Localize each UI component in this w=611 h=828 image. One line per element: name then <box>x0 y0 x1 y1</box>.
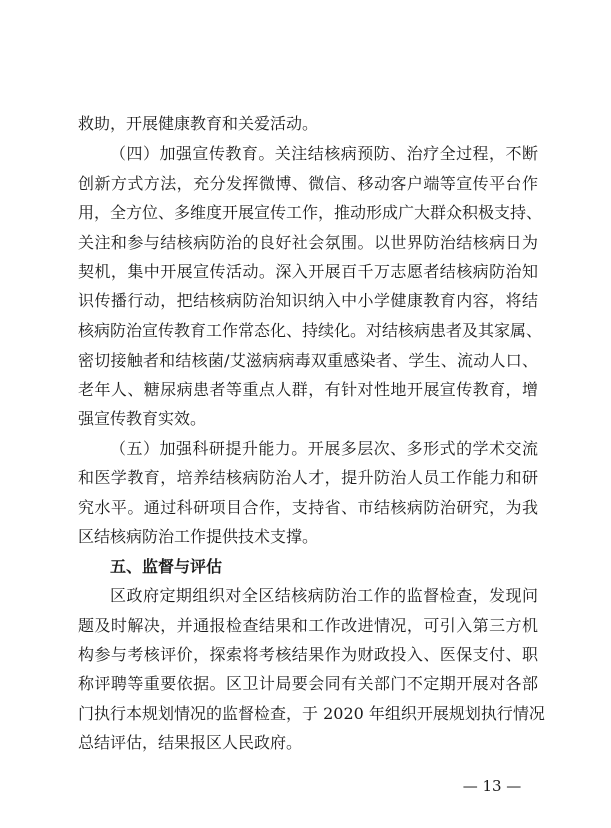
text-line: 门执行本规划情况的监督检查，于 2020 年组织开展规划执行情况 <box>78 704 545 723</box>
text-line: 契机，集中开展宣传活动。深入开展百千万志愿者结核病防治知 <box>78 262 538 281</box>
text-line: 称评聘等重要依据。区卫计局要会同有关部门不定期开展对各部 <box>78 674 538 693</box>
text-line: 强宣传教育实效。 <box>78 409 207 428</box>
text-line: 总结评估，结果报区人民政府。 <box>78 733 303 752</box>
text-line: 区政府定期组织对全区结核病防治工作的监督检查，发现问 <box>110 586 538 605</box>
text-line: 关注和参与结核病防治的良好社会氛围。以世界防治结核病日为 <box>78 233 538 252</box>
text-line: 区结核病防治工作提供技术支撑。 <box>78 527 319 546</box>
text-line: （五）加强科研提升能力。开展多层次、多形式的学术交流 <box>110 439 538 458</box>
page-number: — 13 — <box>462 777 522 795</box>
text-line: 救助，开展健康教育和关爱活动。 <box>78 114 319 133</box>
text-line: 创新方式方法，充分发挥微博、微信、移动客户端等宣传平台作 <box>78 174 538 193</box>
text-line: 密切接触者和结核菌/艾滋病病毒双重感染者、学生、流动人口、 <box>78 351 538 370</box>
text-line: 老年人、糖尿病患者等重点人群，有针对性地开展宣传教育，增 <box>78 380 538 399</box>
text-line: 识传播行动，把结核病防治知识纳入中小学健康教育内容，将结 <box>78 291 538 310</box>
text-line: 究水平。通过科研项目合作，支持省、市结核病防治研究，为我 <box>78 498 538 517</box>
text-line: 和医学教育，培养结核病防治人才，提升防治人员工作能力和研 <box>78 468 538 487</box>
text-line: 用，全方位、多维度开展宣传工作，推动形成广大群众积极支持、 <box>78 203 543 222</box>
text-line: （四）加强宣传教育。关注结核病预防、治疗全过程，不断 <box>110 144 538 163</box>
text-line: 题及时解决，并通报检查结果和工作改进情况，可引入第三方机 <box>78 616 538 635</box>
section-heading: 五、监督与评估 <box>110 557 223 576</box>
text-line: 构参与考核评价，探索将考核结果作为财政投入、医保支付、职 <box>78 645 538 664</box>
text-line: 核病防治宣传教育工作常态化、持续化。对结核病患者及其家属、 <box>78 321 543 340</box>
